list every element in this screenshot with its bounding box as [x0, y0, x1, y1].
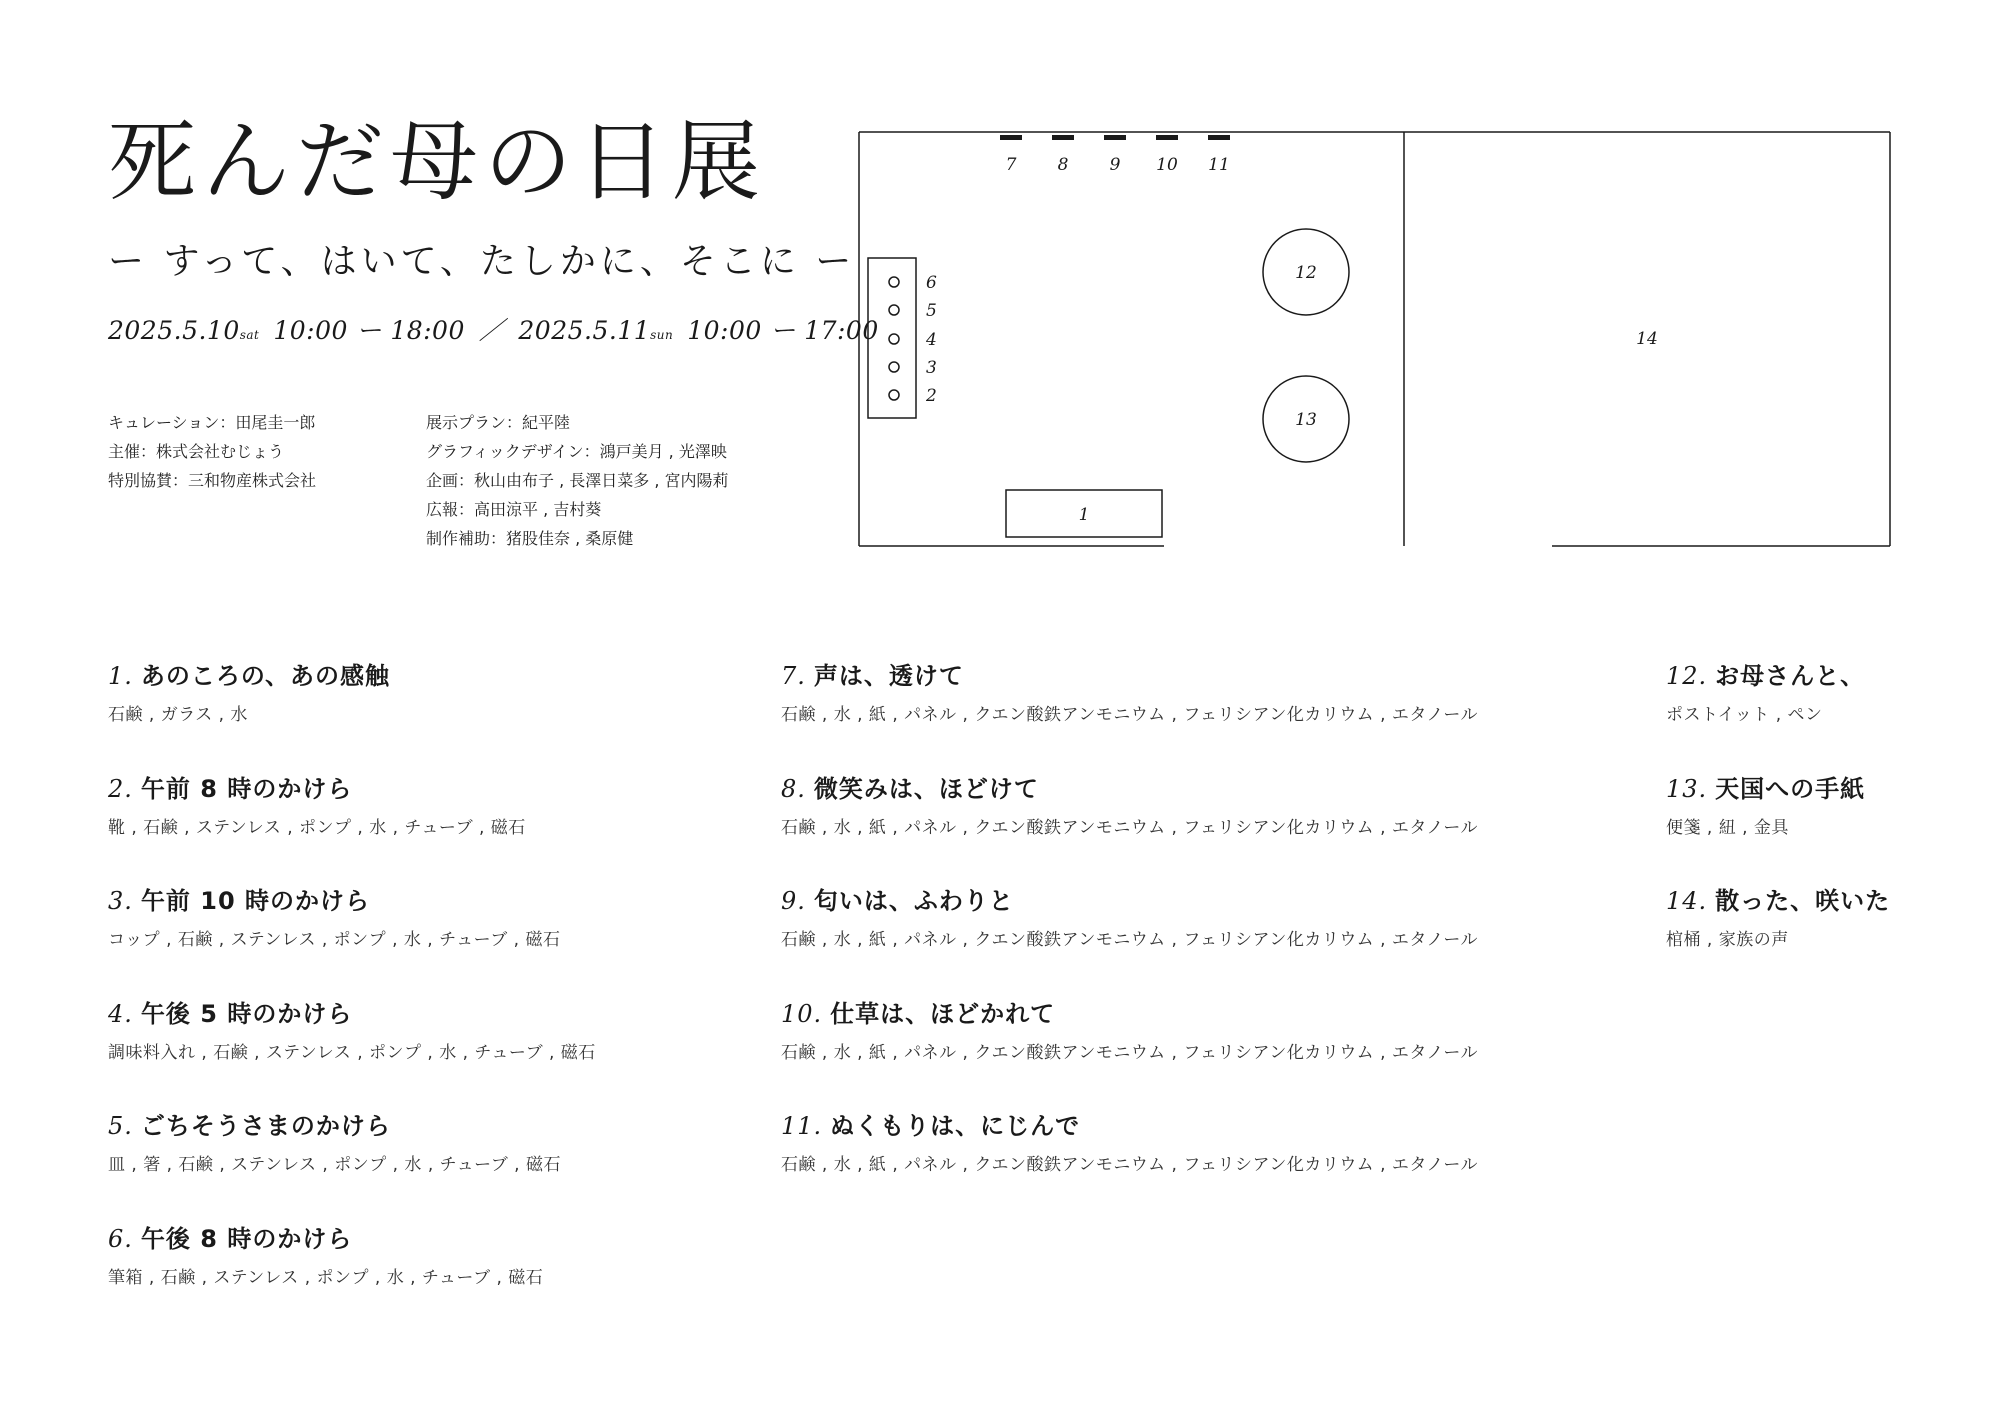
credit-line: グラフィックデザイン：鴻戸美月 , 光澤映 — [426, 442, 727, 461]
plan-label-8: 8 — [1057, 155, 1069, 175]
credit-line: 広報：高田涼平 , 吉村葵 — [426, 500, 602, 519]
plan-shelf-item — [889, 362, 899, 372]
plan-shelf — [868, 258, 916, 418]
date-separator: ／ — [478, 316, 505, 345]
exhibition-subtitle: ー すって、はいて、たしかに、そこに ー — [108, 241, 856, 282]
work-title: 午後 8 時のかけら — [140, 1224, 353, 1253]
work-title: ぬくもりは、にじんで — [830, 1112, 1081, 1140]
plan-label-6: 6 — [926, 273, 937, 293]
works-column-3 — [1666, 660, 1890, 998]
work-title: あのころの、あの感触 — [140, 662, 390, 690]
plan-shelf-item — [889, 390, 899, 400]
work-number: 2. — [108, 774, 133, 803]
work-item — [781, 998, 1478, 1111]
credit-line: 展示プラン：紀平陸 — [426, 413, 571, 432]
plan-panel — [1052, 135, 1074, 140]
work-number: 1. — [108, 662, 133, 690]
work-item — [781, 885, 1478, 998]
credits-right — [426, 408, 729, 553]
work-materials: 石鹸 , 水 , 紙 , パネル , クエン酸鉄アンモニウム , フェリシアン化カリウム , エタノール — [781, 1042, 1479, 1063]
work-materials: 石鹸 , 水 , 紙 , パネル , クエン酸鉄アンモニウム , フェリシアン化カリウム , エタノール — [781, 930, 1479, 950]
work-materials: 石鹸 , 水 , 紙 , パネル , クエン酸鉄アンモニウム , フェリシアン化カリウム , エタノール — [781, 817, 1479, 838]
work-item — [1666, 885, 1890, 998]
plan-label-5: 5 — [926, 301, 937, 321]
work-materials: 靴 , 石鹸 , ステンレス , ポンプ , 水 , チューブ , 磁石 — [108, 817, 526, 838]
work-materials: 皿 , 箸 , 石鹸 , ステンレス , ポンプ , 水 , チューブ , 磁石 — [108, 1155, 561, 1175]
work-item — [108, 1223, 596, 1336]
work-title: 午後 5 時のかけら — [140, 999, 353, 1028]
work-number: 11. — [781, 1112, 823, 1140]
work-number: 3. — [108, 887, 133, 915]
work-title: 散った、咲いた — [1715, 887, 1891, 915]
credit-line: 主催：株式会社むじょう — [108, 442, 285, 461]
plan-label-4: 4 — [926, 330, 937, 350]
work-number: 5. — [108, 1112, 133, 1140]
work-title: 声は、透けて — [813, 662, 964, 690]
time-2: 10:00 ー 17:00 — [687, 316, 879, 345]
credit-line: 企画：秋山由布子 , 長澤日菜多 , 宮内陽莉 — [426, 471, 729, 490]
work-materials: 調味料入れ , 石鹸 , ステンレス , ポンプ , 水 , チューブ , 磁石 — [108, 1042, 596, 1063]
plan-label-3: 3 — [926, 358, 937, 378]
plan-label-11: 11 — [1208, 155, 1230, 175]
date-2: 2025.5.11 — [518, 316, 651, 345]
plan-label-13: 13 — [1295, 410, 1317, 430]
work-number: 10. — [781, 999, 823, 1028]
work-materials: 筆箱 , 石鹸 , ステンレス , ポンプ , 水 , チューブ , 磁石 — [108, 1267, 544, 1288]
plan-label-12: 12 — [1295, 263, 1317, 283]
work-item — [108, 660, 596, 773]
plan-panel — [1156, 135, 1178, 140]
credit-line: 制作補助：猪股佳奈 , 桑原健 — [426, 529, 634, 548]
credits-left — [108, 408, 316, 495]
plan-shelf-item — [889, 334, 899, 344]
credit-line: 特別協賛：三和物産株式会社 — [108, 471, 317, 490]
plan-panel — [1208, 135, 1230, 140]
work-number: 12. — [1666, 662, 1708, 690]
plan-panel — [1104, 135, 1126, 140]
plan-label-2: 2 — [926, 386, 937, 406]
work-title: ごちそうさまのかけら — [140, 1112, 391, 1140]
work-materials: 石鹸 , ガラス , 水 — [108, 705, 248, 725]
plan-shelf-item — [889, 277, 899, 287]
work-item — [781, 660, 1478, 773]
floor-plan — [858, 130, 1892, 550]
credit-line: キュレーション：田尾圭一郎 — [108, 413, 316, 432]
work-number: 8. — [781, 774, 806, 803]
work-number: 14. — [1666, 887, 1708, 915]
plan-label-9: 9 — [1109, 155, 1121, 175]
work-materials: 石鹸 , 水 , 紙 , パネル , クエン酸鉄アンモニウム , フェリシアン化カリウム , エタノール — [781, 705, 1479, 725]
work-item — [781, 773, 1478, 886]
work-title: お母さんと、 — [1715, 662, 1866, 690]
work-number: 13. — [1666, 774, 1708, 803]
work-materials: 石鹸 , 水 , 紙 , パネル , クエン酸鉄アンモニウム , フェリシアン化カリウム , エタノール — [781, 1155, 1479, 1175]
work-item — [1666, 773, 1890, 886]
plan-label-14: 14 — [1636, 329, 1658, 349]
work-materials: ポストイット , ペン — [1666, 705, 1823, 725]
work-item — [108, 998, 596, 1111]
work-item — [781, 1110, 1478, 1223]
work-title: 微笑みは、ほどけて — [813, 774, 1039, 803]
plan-label-10: 10 — [1156, 155, 1178, 175]
exhibition-title: 死んだ母の日展 — [108, 110, 767, 213]
work-item — [108, 1110, 596, 1223]
day-of-week-2: sun — [650, 328, 674, 342]
work-item — [1666, 660, 1890, 773]
work-number: 9. — [781, 887, 806, 915]
work-title: 仕草は、ほどかれて — [830, 999, 1056, 1028]
work-item — [108, 885, 596, 998]
exhibition-dates — [108, 318, 879, 343]
work-number: 7. — [781, 662, 806, 690]
work-title: 午前 8 時のかけら — [140, 774, 353, 803]
day-of-week-1: sat — [239, 328, 260, 342]
work-item — [108, 773, 596, 886]
work-number: 6. — [108, 1224, 133, 1253]
work-title: 午前 10 時のかけら — [140, 887, 371, 915]
works-column-2 — [781, 660, 1478, 1223]
date-1: 2025.5.10 — [108, 316, 240, 345]
work-materials: 便箋 , 紐 , 金具 — [1666, 817, 1789, 838]
time-1: 10:00 ー 18:00 — [273, 316, 465, 345]
plan-label-7: 7 — [1005, 155, 1017, 175]
plan-label-1: 1 — [1078, 505, 1090, 525]
plan-shelf-item — [889, 305, 899, 315]
work-materials: 棺桶 , 家族の声 — [1666, 930, 1789, 950]
work-title: 天国への手紙 — [1715, 774, 1866, 803]
work-title: 匂いは、ふわりと — [813, 887, 1014, 915]
work-materials: コップ , 石鹸 , ステンレス , ポンプ , 水 , チューブ , 磁石 — [108, 930, 561, 950]
works-column-1 — [108, 660, 596, 1335]
work-number: 4. — [108, 999, 133, 1028]
plan-panel — [1000, 135, 1022, 140]
